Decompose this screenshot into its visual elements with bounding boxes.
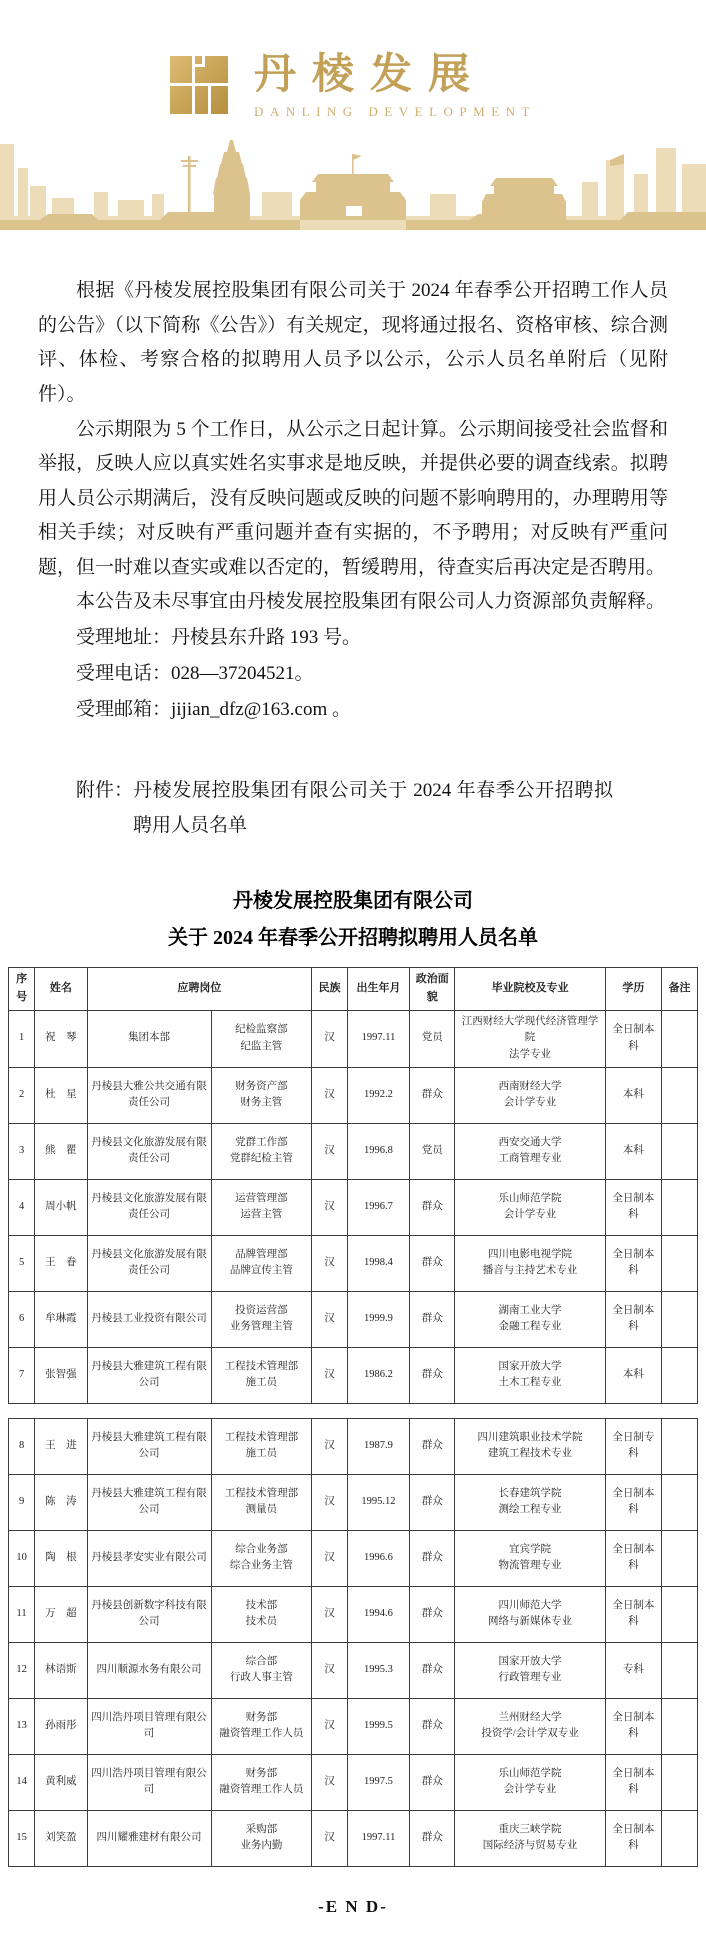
cell-ethnicity: 汉 (312, 1810, 348, 1866)
cell-position (211, 1067, 312, 1123)
cell-no: 10 (9, 1530, 35, 1586)
roster-row (9, 1347, 698, 1403)
cell-school-name: 湖南工业大学 (498, 1304, 562, 1316)
cell-major: 网络与新媒体专业 (488, 1616, 573, 1628)
cell-birth: 1998.4 (347, 1235, 409, 1291)
cell-school (455, 1010, 605, 1067)
cell-company: 丹棱县文化旅游发展有限责任公司 (87, 1123, 211, 1179)
cell-name: 刘笑盈 (35, 1810, 87, 1866)
cell-major: 国际经济与贸易专业 (482, 1840, 578, 1852)
cell-ethnicity: 汉 (312, 1067, 348, 1123)
cell-role: 融资管理工作人员 (219, 1784, 304, 1796)
cell-dept: 工程技术管理部 (224, 1487, 299, 1499)
cell-major: 法学专业 (509, 1049, 552, 1061)
col-header-ethnicity: 民族 (312, 968, 348, 1010)
cell-degree: 全日制本科 (605, 1235, 661, 1291)
cell-degree: 专科 (605, 1642, 661, 1698)
cell-major: 会计学专业 (503, 1209, 557, 1221)
roster-row (9, 1586, 698, 1642)
contact-address: 受理地址：丹棱县东升路 193 号。 (76, 626, 362, 648)
cell-major: 土木工程专业 (498, 1377, 562, 1389)
contact-email: 受理邮箱：jijian_dfz@163.com 。 (76, 699, 352, 721)
cell-degree: 全日制专科 (605, 1418, 661, 1474)
cell-school-name: 长春建筑学院 (498, 1487, 562, 1499)
cell-dept: 运营管理部 (235, 1192, 288, 1204)
cell-dept: 党群工作部 (235, 1136, 288, 1148)
danling-logo-icon (170, 56, 228, 114)
cell-role: 纪监主管 (240, 1040, 283, 1052)
cell-role: 财务主管 (240, 1097, 283, 1109)
roster-row (9, 1235, 698, 1291)
cell-name: 陈 涛 (35, 1474, 87, 1530)
cell-degree: 全日制本科 (605, 1698, 661, 1754)
cell-note (662, 1530, 698, 1586)
cell-school-name: 西南财经大学 (498, 1080, 562, 1092)
cell-role: 融资管理工作人员 (219, 1728, 304, 1740)
cell-politics: 党员 (409, 1123, 454, 1179)
cell-school (455, 1474, 605, 1530)
cell-ethnicity: 汉 (312, 1474, 348, 1530)
cell-role: 运营主管 (240, 1209, 283, 1221)
cell-school-name: 兰州财经大学 (498, 1711, 562, 1723)
col-header-politics: 政治面貌 (409, 968, 454, 1010)
cell-role: 行政人事主管 (229, 1672, 293, 1684)
city-skyline-graphic (0, 134, 706, 230)
cell-dept: 工程技术管理部 (224, 1431, 299, 1443)
cell-school-name: 乐山师范学院 (498, 1767, 562, 1779)
paragraph-period: 公示期限为 5 个工作日，从公示之日起计算。公示期间接受社会监督和举报，反映人应以真实姓名实事求是地反映，并提供必要的调查线索。拟聘用人员公示期满后，没有反映问题或反映的问题不影响聘用的，办理聘用等相关手续；对反映有严重问题并查有实据的，不予聘用；对反映有严重问题，但一时难以查实或难以否定的，暂缓聘用，待查实后再决定是否聘用。 (38, 418, 668, 578)
cell-school (455, 1291, 605, 1347)
cell-school-name: 国家开放大学 (498, 1360, 562, 1372)
cell-role: 测量员 (245, 1504, 278, 1516)
cell-company: 四川浩丹项目管理有限公司 (87, 1698, 211, 1754)
cell-birth: 1986.2 (347, 1347, 409, 1403)
cell-no: 1 (9, 1010, 35, 1067)
cell-dept: 纪检监察部 (235, 1023, 288, 1035)
cell-birth: 1996.8 (347, 1123, 409, 1179)
cell-note (662, 1179, 698, 1235)
cell-major: 会计学专业 (503, 1097, 557, 1109)
cell-ethnicity: 汉 (312, 1235, 348, 1291)
cell-company: 四川浩丹项目管理有限公司 (87, 1754, 211, 1810)
cell-birth: 1997.5 (347, 1754, 409, 1810)
cell-ethnicity: 汉 (312, 1530, 348, 1586)
cell-company: 丹棱县大雅建筑工程有限公司 (87, 1418, 211, 1474)
cell-no: 9 (9, 1474, 35, 1530)
cell-school (455, 1179, 605, 1235)
cell-name: 王 眷 (35, 1235, 87, 1291)
cell-note (662, 1347, 698, 1403)
cell-company: 丹棱县大雅公共交通有限责任公司 (87, 1067, 211, 1123)
cell-politics: 党员 (409, 1010, 454, 1067)
roster-row (9, 1474, 698, 1530)
cell-note (662, 1067, 698, 1123)
cell-note (662, 1123, 698, 1179)
cell-note (662, 1010, 698, 1067)
cell-school-name: 国家开放大学 (498, 1655, 562, 1667)
cell-school-name: 乐山师范学院 (498, 1192, 562, 1204)
cell-major: 行政管理专业 (498, 1672, 562, 1684)
cell-school (455, 1586, 605, 1642)
cell-name: 万 超 (35, 1586, 87, 1642)
end-mark: -E N D- (318, 1896, 388, 1916)
cell-role: 综合业务主管 (229, 1560, 293, 1572)
col-header-note: 备注 (662, 968, 698, 1010)
cell-school-name: 四川师范大学 (498, 1599, 562, 1611)
cell-no: 2 (9, 1067, 35, 1123)
cell-birth: 1995.12 (347, 1474, 409, 1530)
cell-degree: 全日制本科 (605, 1754, 661, 1810)
cell-name: 熊 瞿 (35, 1123, 87, 1179)
cell-ethnicity: 汉 (312, 1754, 348, 1810)
cell-major: 测绘工程专业 (498, 1504, 562, 1516)
announcement-body (0, 274, 706, 843)
cell-school (455, 1642, 605, 1698)
roster-title-line2: 关于 2024 年春季公开招聘拟聘用人员名单 (168, 927, 538, 950)
cell-school-name: 四川电影电视学院 (488, 1248, 573, 1260)
paragraph-basis: 根据《丹棱发展控股集团有限公司关于 2024 年春季公开招聘工作人员的公告》（以下简称《公告》）有关规定，现将通过报名、资格审核、综合测评、体检、考察合格的拟聘用人员予以公示，公示人员名单附后（见附件）。 (38, 280, 668, 405)
cell-position (211, 1754, 312, 1810)
cell-school (455, 1235, 605, 1291)
cell-name: 张智强 (35, 1347, 87, 1403)
cell-position (211, 1347, 312, 1403)
cell-politics: 群众 (409, 1642, 454, 1698)
cell-note (662, 1810, 698, 1866)
col-header-name: 姓名 (35, 968, 87, 1010)
cell-degree: 全日制本科 (605, 1810, 661, 1866)
contact-phone: 受理电话：028—37204521。 (76, 663, 314, 685)
cell-school-name: 西安交通大学 (498, 1136, 562, 1148)
cell-position (211, 1179, 312, 1235)
roster-row (9, 1010, 698, 1067)
roster-section (0, 883, 706, 1867)
cell-birth: 1995.3 (347, 1642, 409, 1698)
cell-no: 3 (9, 1123, 35, 1179)
cell-company: 四川耀雅建材有限公司 (87, 1810, 211, 1866)
cell-no: 7 (9, 1347, 35, 1403)
roster-row (9, 1067, 698, 1123)
brand-name-en: DANLING DEVELOPMENT (253, 104, 536, 120)
cell-ethnicity: 汉 (312, 1291, 348, 1347)
roster-row (9, 1291, 698, 1347)
cell-no: 15 (9, 1810, 35, 1866)
cell-company: 丹棱县孝安实业有限公司 (87, 1530, 211, 1586)
cell-name: 王 进 (35, 1418, 87, 1474)
cell-name: 杜 星 (35, 1067, 87, 1123)
cell-position (211, 1474, 312, 1530)
cell-ethnicity: 汉 (312, 1347, 348, 1403)
cell-name: 林语斯 (35, 1642, 87, 1698)
cell-ethnicity: 汉 (312, 1010, 348, 1067)
cell-no: 5 (9, 1235, 35, 1291)
cell-role: 业务内勤 (240, 1840, 283, 1852)
cell-school (455, 1347, 605, 1403)
cell-degree: 全日制本科 (605, 1474, 661, 1530)
cell-birth: 1999.9 (347, 1291, 409, 1347)
cell-school (455, 1530, 605, 1586)
cell-dept: 综合部 (245, 1655, 278, 1667)
cell-note (662, 1754, 698, 1810)
cell-birth: 1996.7 (347, 1179, 409, 1235)
cell-school (455, 1810, 605, 1866)
cell-role: 业务管理主管 (229, 1321, 293, 1333)
cell-major: 工商管理专业 (498, 1153, 562, 1165)
cell-degree: 全日制本科 (605, 1179, 661, 1235)
cell-school-name: 四川建筑职业技术学院 (477, 1431, 583, 1443)
cell-name: 陶 根 (35, 1530, 87, 1586)
cell-role: 党群纪检主管 (229, 1153, 293, 1165)
cell-birth: 1994.6 (347, 1586, 409, 1642)
brand-name-cn: 丹棱发展 (253, 52, 486, 98)
cell-school (455, 1067, 605, 1123)
roster-row (9, 1754, 698, 1810)
cell-birth: 1987.9 (347, 1418, 409, 1474)
cell-no: 12 (9, 1642, 35, 1698)
col-header-no: 序号 (9, 968, 35, 1010)
cell-no: 13 (9, 1698, 35, 1754)
cell-politics: 群众 (409, 1530, 454, 1586)
cell-company: 丹棱县文化旅游发展有限责任公司 (87, 1235, 211, 1291)
cell-name: 祝 琴 (35, 1010, 87, 1067)
roster-title (8, 883, 698, 957)
cell-name: 孙雨彤 (35, 1698, 87, 1754)
cell-major: 建筑工程技术专业 (488, 1448, 573, 1460)
cell-note (662, 1586, 698, 1642)
cell-note (662, 1235, 698, 1291)
cell-dept: 投资运营部 (235, 1304, 288, 1316)
cell-no: 11 (9, 1586, 35, 1642)
cell-dept: 品牌管理部 (235, 1248, 288, 1260)
roster-row (9, 1418, 698, 1474)
cell-no: 14 (9, 1754, 35, 1810)
cell-ethnicity: 汉 (312, 1179, 348, 1235)
cell-position (211, 1291, 312, 1347)
cell-major: 投资学/会计学双专业 (481, 1728, 579, 1740)
cell-role: 技术员 (245, 1616, 278, 1628)
cell-company: 丹棱县文化旅游发展有限责任公司 (87, 1179, 211, 1235)
cell-dept: 采购部 (245, 1823, 278, 1835)
cell-company: 四川顺源水务有限公司 (87, 1642, 211, 1698)
cell-position (211, 1530, 312, 1586)
cell-ethnicity: 汉 (312, 1698, 348, 1754)
cell-name: 周小帆 (35, 1179, 87, 1235)
cell-major: 物流管理专业 (498, 1560, 562, 1572)
col-header-degree: 学历 (605, 968, 661, 1010)
roster-table-page2 (8, 1418, 698, 1867)
cell-dept: 技术部 (245, 1599, 278, 1611)
cell-position (211, 1010, 312, 1067)
cell-role: 品牌宣传主管 (229, 1265, 293, 1277)
roster-row (9, 1642, 698, 1698)
cell-school-name: 宜宾学院 (509, 1543, 552, 1555)
cell-company: 丹棱县创新数字科技有限公司 (87, 1586, 211, 1642)
cell-note (662, 1642, 698, 1698)
cell-degree: 全日制本科 (605, 1291, 661, 1347)
cell-company: 丹棱县工业投资有限公司 (87, 1291, 211, 1347)
cell-ethnicity: 汉 (312, 1586, 348, 1642)
cell-school-name: 江西财经大学现代经济管理学院 (461, 1015, 599, 1044)
cell-school (455, 1123, 605, 1179)
cell-ethnicity: 汉 (312, 1642, 348, 1698)
cell-company: 集团本部 (87, 1010, 211, 1067)
cell-school (455, 1418, 605, 1474)
cell-company: 丹棱县大雅建筑工程有限公司 (87, 1347, 211, 1403)
cell-company: 丹棱县大雅建筑工程有限公司 (87, 1474, 211, 1530)
attachment-label: 附件： (76, 780, 134, 802)
cell-name: 牟琳霞 (35, 1291, 87, 1347)
cell-position (211, 1235, 312, 1291)
cell-position (211, 1418, 312, 1474)
cell-dept: 工程技术管理部 (224, 1360, 299, 1372)
roster-table-page1 (8, 967, 698, 1404)
cell-politics: 群众 (409, 1067, 454, 1123)
cell-birth: 1992.2 (347, 1067, 409, 1123)
cell-note (662, 1418, 698, 1474)
roster-header-row (9, 968, 698, 1010)
cell-politics: 群众 (409, 1235, 454, 1291)
cell-birth: 1997.11 (347, 1010, 409, 1067)
brand-text (254, 52, 536, 120)
cell-note (662, 1291, 698, 1347)
roster-row (9, 1179, 698, 1235)
cell-role: 施工员 (245, 1448, 278, 1460)
cell-major: 播音与主持艺术专业 (482, 1265, 578, 1277)
cell-note (662, 1474, 698, 1530)
cell-position (211, 1586, 312, 1642)
brand-header (0, 0, 706, 120)
cell-note (662, 1698, 698, 1754)
roster-row (9, 1810, 698, 1866)
cell-degree: 本科 (605, 1067, 661, 1123)
cell-school (455, 1754, 605, 1810)
cell-ethnicity: 汉 (312, 1123, 348, 1179)
attachment-reference (38, 774, 668, 843)
cell-degree: 全日制本科 (605, 1010, 661, 1067)
attachment-title: 丹棱发展控股集团有限公司关于 2024 年春季公开招聘拟聘用人员名单 (133, 780, 614, 836)
cell-dept: 财务部 (245, 1767, 278, 1779)
cell-politics: 群众 (409, 1179, 454, 1235)
roster-row (9, 1530, 698, 1586)
contact-block (38, 620, 668, 728)
cell-dept: 财务资产部 (235, 1080, 288, 1092)
cell-degree: 本科 (605, 1123, 661, 1179)
cell-politics: 群众 (409, 1347, 454, 1403)
cell-major: 金融工程专业 (498, 1321, 562, 1333)
cell-birth: 1996.6 (347, 1530, 409, 1586)
cell-no: 8 (9, 1418, 35, 1474)
cell-school (455, 1698, 605, 1754)
col-header-birth: 出生年月 (347, 968, 409, 1010)
cell-politics: 群众 (409, 1754, 454, 1810)
cell-degree: 全日制本科 (605, 1586, 661, 1642)
cell-degree: 全日制本科 (605, 1530, 661, 1586)
cell-position (211, 1698, 312, 1754)
cell-dept: 财务部 (245, 1711, 278, 1723)
cell-major: 会计学专业 (503, 1784, 557, 1796)
cell-politics: 群众 (409, 1291, 454, 1347)
col-header-school: 毕业院校及专业 (455, 968, 605, 1010)
cell-degree: 本科 (605, 1347, 661, 1403)
cell-politics: 群众 (409, 1474, 454, 1530)
roster-title-line1: 丹棱发展控股集团有限公司 (233, 890, 473, 913)
cell-name: 黄利威 (35, 1754, 87, 1810)
cell-dept: 综合业务部 (235, 1543, 288, 1555)
cell-politics: 群众 (409, 1810, 454, 1866)
cell-school-name: 重庆三峡学院 (498, 1823, 562, 1835)
cell-ethnicity: 汉 (312, 1418, 348, 1474)
cell-position (211, 1642, 312, 1698)
cell-role: 施工员 (245, 1377, 278, 1389)
page-break-gap (8, 1404, 698, 1418)
cell-politics: 群众 (409, 1586, 454, 1642)
roster-row (9, 1123, 698, 1179)
cell-politics: 群众 (409, 1698, 454, 1754)
cell-position (211, 1810, 312, 1866)
roster-row (9, 1698, 698, 1754)
col-header-position: 应聘岗位 (87, 968, 312, 1010)
paragraph-interpretation: 本公告及未尽事宜由丹棱发展控股集团有限公司人力资源部负责解释。 (76, 591, 666, 613)
cell-no: 6 (9, 1291, 35, 1347)
cell-position (211, 1123, 312, 1179)
cell-no: 4 (9, 1179, 35, 1235)
cell-birth: 1997.11 (347, 1810, 409, 1866)
cell-politics: 群众 (409, 1418, 454, 1474)
cell-birth: 1999.5 (347, 1698, 409, 1754)
